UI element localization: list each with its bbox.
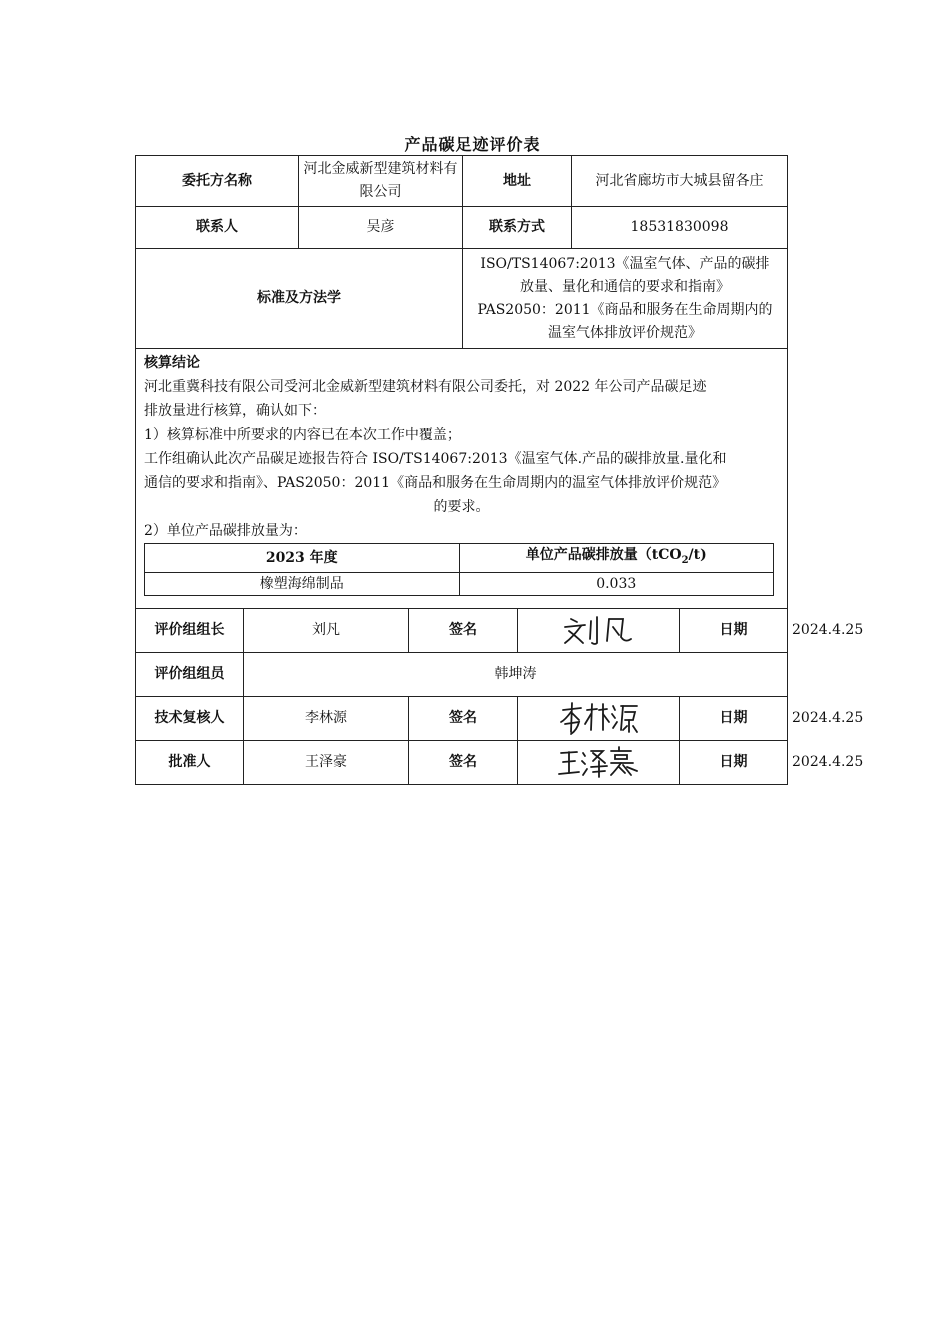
contact-label: 联系人 (136, 207, 299, 249)
standards-label: 标准及方法学 (136, 249, 463, 349)
approver-name: 王泽豪 (244, 740, 409, 784)
reviewer-label: 技术复核人 (136, 696, 244, 740)
date-label: 日期 (680, 740, 788, 784)
approver-label: 批准人 (136, 740, 244, 784)
address-label: 地址 (463, 156, 572, 207)
document-title: 产品碳足迹评价表 (404, 135, 541, 154)
conclusion-text: 通信的要求和指南》、PAS2050：2011《商品和服务在生命周期内的温室气体排放评价规范》 (144, 475, 727, 491)
conclusion-text: 的要求。 (433, 499, 490, 515)
contact-method-label: 联系方式 (463, 207, 572, 249)
client-name: 河北金威新型建筑材料有限公司 (299, 156, 463, 207)
conclusion-cell (136, 349, 788, 609)
evaluation-table: 委托方名称 河北金威新型建筑材料有限公司 地址 河北省廊坊市大城县留各庄 联系人 吴彦 联系方式 18531830098 标准及方法学 ISO/TS14067:2013《温室气体、产品的碳排 放量、量化和通信的要求和指南》 PAS2050：2011《商品和服务在生命周期内的 温室气体排放评价规范》 核算结论 河北重冀科技有限公司受河北金威新型建筑材料有限公司委托，对 2022 年公司产品碳足迹 排放量进行核算，确认如下： 1）核算标准中所要求的内容已在本次工作中覆盖； 工作组确认此次产品碳足迹报告符合 ISO/TS14067:2013《温室气体.产品的碳排放量.量化和 通信的要求和指南》、PAS2050：2011《商品和服务在生命周期内的温室气体排放评价规范》 的要求。 2）单位产品碳排放量为： 2023 年度 单位产品碳排放量（tCO$_2$/t) 橡塑海绵制品 0.033 评价组组长 刘凡 签名 日期 2024.4.25 评价组组员 韩坤涛 技术复核人 李林源 签名 日期 2024.4.25 批准人 王泽豪 签名 日期 2024.4.25 (135, 155, 788, 785)
conclusion-text: 1）核算标准中所要求的内容已在本次工作中覆盖； (144, 427, 461, 443)
address-value: 河北省廊坊市大城县留各庄 (572, 156, 788, 207)
leader-name: 刘凡 (244, 608, 409, 652)
member-name: 韩坤涛 (244, 652, 788, 696)
standards-value (463, 249, 788, 349)
conclusion-text: 河北重冀科技有限公司受河北金威新型建筑材料有限公司委托，对 2022 年公司产品碳足迹 (144, 379, 707, 395)
conclusion-text: 2）单位产品碳排放量为： (144, 523, 307, 539)
standards-line: ISO/TS14067:2013《温室气体、产品的碳排 (480, 255, 770, 272)
contact-phone: 18531830098 (572, 207, 788, 249)
client-label: 委托方名称 (136, 156, 299, 207)
date-label: 日期 (680, 608, 788, 652)
handwritten-signature-icon (559, 613, 639, 647)
leader-signature (518, 608, 680, 652)
sign-label: 签名 (409, 740, 518, 784)
emission-value: 0.033 (459, 572, 774, 595)
standards-line: 放量、量化和通信的要求和指南》 (520, 278, 730, 295)
sign-label: 签名 (409, 608, 518, 652)
sign-label: 签名 (409, 696, 518, 740)
emission-product: 橡塑海绵制品 (145, 572, 460, 595)
conclusion-heading: 核算结论 (144, 355, 200, 371)
reviewer-signature (518, 696, 680, 740)
member-label: 评价组组员 (136, 652, 244, 696)
standards-line: 温室气体排放评价规范》 (548, 324, 702, 341)
reviewer-name: 李林源 (244, 696, 409, 740)
contact-name: 吴彦 (299, 207, 463, 249)
handwritten-signature-icon (557, 700, 641, 736)
conclusion-text: 排放量进行核算，确认如下： (144, 403, 326, 419)
conclusion-text: 工作组确认此次产品碳足迹报告符合 ISO/TS14067:2013《温室气体.产品的碳排放量.量化和 (144, 451, 727, 467)
leader-label: 评价组组长 (136, 608, 244, 652)
date-label: 日期 (680, 696, 788, 740)
approver-signature (518, 740, 680, 784)
emission-year-header: 2023 年度 (145, 544, 460, 573)
emission-unit-header: 单位产品碳排放量（tCO$_2$/t) (459, 544, 774, 573)
standards-line: PAS2050：2011《商品和服务在生命周期内的 (477, 301, 773, 318)
emission-table (144, 543, 774, 596)
handwritten-signature-icon (557, 745, 641, 779)
